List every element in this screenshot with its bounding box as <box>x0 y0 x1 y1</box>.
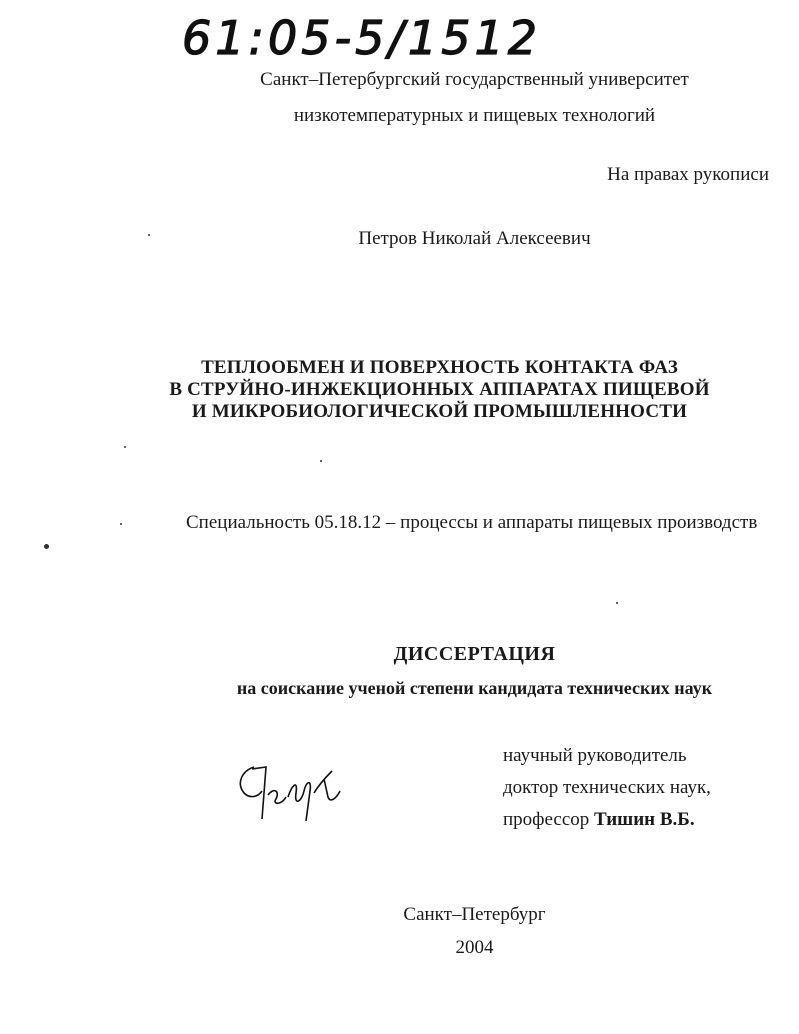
title-line2: В СТРУЙНО-ИНЖЕКЦИОННЫХ АППАРАТАХ ПИЩЕВОЙ <box>169 379 710 400</box>
handwritten-archive-code <box>178 8 568 64</box>
dissertation-subheading: на соискание ученой степени кандидата технических наук <box>236 678 713 698</box>
year: 2004 <box>455 937 494 958</box>
handwritten-code-text: 61:05-5/1512 <box>182 11 541 64</box>
advisor-title-prefix: профессор <box>503 809 590 830</box>
scan-speck <box>44 544 49 549</box>
advisor-role: научный руководитель <box>503 745 687 766</box>
advisor-degree: доктор технических наук, <box>503 777 711 798</box>
scan-speck <box>616 602 618 604</box>
specialty-line: Специальность 05.18.12 – процессы и аппараты пищевых производств <box>186 512 758 533</box>
handwritten-signature <box>232 757 344 827</box>
rights-note: На правах рукописи <box>607 164 769 185</box>
university-name-line2: низкотемпературных и пищевых технологий <box>293 105 656 126</box>
title-line3: И МИКРОБИОЛОГИЧЕСКОЙ ПРОМЫШЛЕННОСТИ <box>191 401 688 422</box>
university-block <box>0 62 799 134</box>
handwritten-code-drawing <box>178 8 568 64</box>
scan-speck <box>124 446 126 448</box>
signature-drawing <box>232 757 344 827</box>
advisor-name: Тишин В.Б. <box>594 809 695 830</box>
city: Санкт–Петербург <box>403 904 546 925</box>
title-line1: ТЕПЛООБМЕН И ПОВЕРХНОСТЬ КОНТАКТА ФАЗ <box>201 357 678 378</box>
scan-speck <box>320 460 322 462</box>
advisor-block <box>503 740 711 836</box>
scan-speck <box>120 523 122 525</box>
dissertation-heading: ДИССЕРТАЦИЯ <box>393 643 556 665</box>
university-name-line1: Санкт–Петербургский государственный университет <box>260 69 689 90</box>
dissertation-title <box>0 357 799 423</box>
advisor-title-line <box>503 804 711 836</box>
scan-speck <box>148 234 150 236</box>
author-name: Петров Николай Алексеевич <box>358 228 591 249</box>
